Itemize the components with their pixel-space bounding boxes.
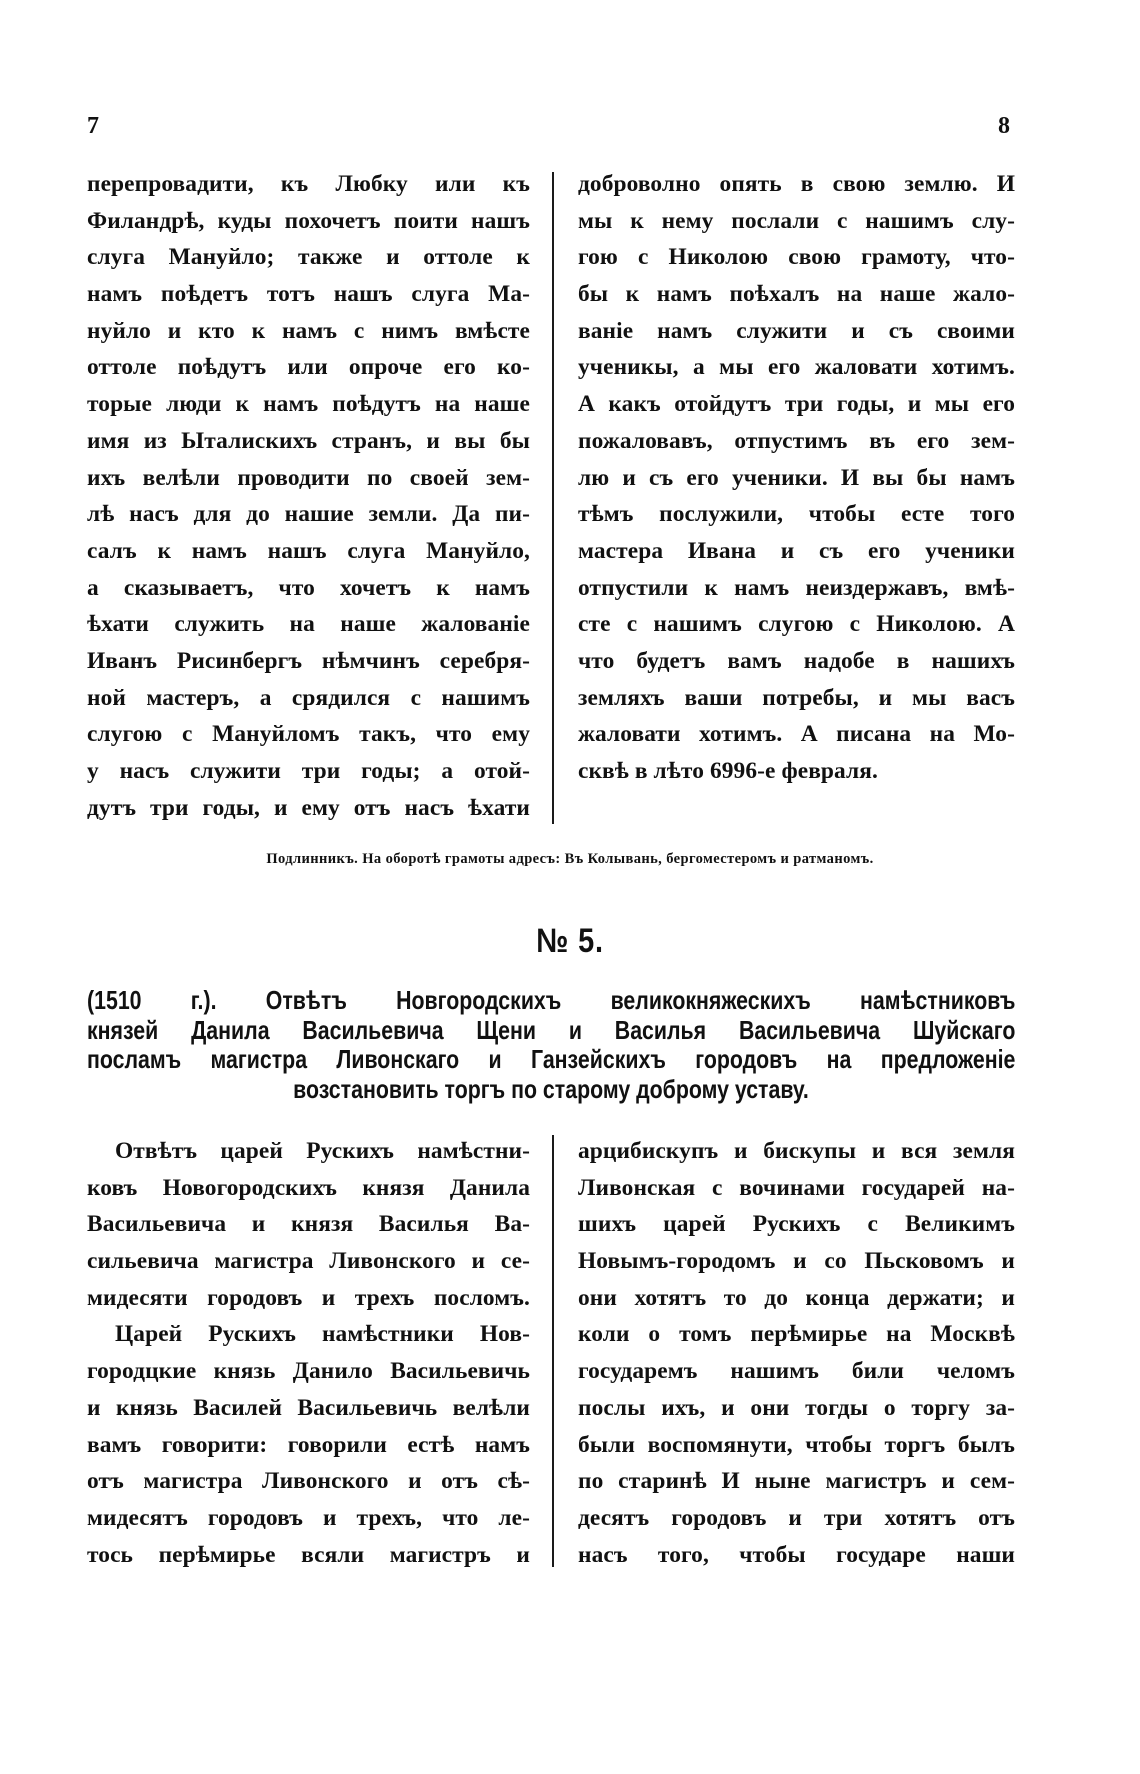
- text-line: городцкие князь Данило Васильевичь: [87, 1358, 530, 1385]
- text-line: лю и съ его ученики. И вы бы намъ: [578, 464, 1015, 491]
- text-line: нуйло и кто к намъ с нимъ вмѣсте: [87, 317, 530, 344]
- text-line: сквѣ в лѣто 6996-е февраля.: [578, 758, 878, 784]
- text-line: мидесяти городовъ и трехъ посломъ.: [87, 1284, 530, 1311]
- text-line: ѣхати служить на наше жалованіе: [87, 611, 530, 638]
- text-line: пожаловавъ, отпустимъ въ его зем-: [578, 427, 1015, 454]
- text-line: Ливонская с вочинами государей на-: [578, 1174, 1015, 1201]
- text-line: и князь Василей Васильевичь велѣли: [87, 1394, 530, 1421]
- text-line: шихъ царей Рускихъ с Великимъ: [578, 1211, 1015, 1238]
- text-line: а сказываетъ, что хочетъ к намъ: [87, 574, 530, 601]
- column-divider-top: [552, 172, 554, 824]
- text-line: жаловати хотимъ. А писана на Мо-: [578, 721, 1015, 748]
- text-line: что будетъ вамъ надобе в нашихъ: [578, 647, 1015, 674]
- text-line: сильевича магистра Ливонского и се-: [87, 1248, 530, 1275]
- title-line: посламъ магистра Ливонскаго и Ганзейскихъ городовъ на предложеніе: [87, 1044, 1016, 1074]
- text-line: Васильевича и князя Василья Ва-: [87, 1211, 530, 1238]
- text-line: арцибискупъ и бискупы и вся земля: [578, 1138, 1015, 1164]
- text-line: насъ того, чтобы государе наши: [578, 1541, 1015, 1568]
- text-line: ной мастеръ, а срядился с нашимъ: [87, 684, 530, 711]
- text-line: мидесятъ городовъ и трехъ, что ле-: [87, 1504, 530, 1531]
- text-line: отъ магистра Ливонского и отъ сѣ-: [87, 1468, 530, 1495]
- text-line: имя из Ыталискихъ странъ, и вы бы: [87, 427, 530, 454]
- text-line: тось перѣмирье всяли магистръ и: [87, 1541, 530, 1568]
- bottom-left-column: [87, 1133, 530, 1573]
- text-line: ихъ велѣли проводити по своей зем-: [87, 464, 530, 491]
- text-line: доброволно опять в свою землю. И: [578, 171, 1015, 197]
- title-line: князей Данила Васильевича Щени и Василья Васильевича Шуйскаго: [87, 1014, 1016, 1045]
- bottom-right-column: [578, 1133, 1015, 1573]
- text-line: мастера Ивана и съ его ученики: [578, 537, 1015, 564]
- text-line: дутъ три годы, и ему отъ насъ ѣхати: [87, 794, 530, 821]
- text-line: ученикы, а мы его жаловати хотимъ.: [578, 354, 1015, 381]
- text-line: коли о томъ перѣмирье на Москвѣ: [578, 1321, 1015, 1348]
- text-line: тѣмъ послужили, чтобы есте того: [578, 501, 1015, 528]
- text-line: сте с нашимъ слугою с Николою. А: [578, 611, 1015, 638]
- column-divider-bottom: [552, 1135, 554, 1567]
- text-line: гою с Николою свою грамоту, что-: [578, 244, 1015, 271]
- text-line: Царей Рускихъ намѣстники Нов-: [115, 1321, 530, 1348]
- document-number-heading: № 5.: [536, 922, 604, 960]
- text-line: земляхъ ваши потребы, и мы васъ: [578, 684, 1015, 711]
- title-line: (1510 г.). Отвѣтъ Новгородскихъ великокняжескихъ намѣстниковъ: [87, 985, 1016, 1015]
- text-line: оттоле поѣдутъ или опроче его ко-: [87, 354, 530, 381]
- text-line: они хотятъ то до конца держати; и: [578, 1284, 1015, 1311]
- page-number-right: 8: [998, 113, 1010, 139]
- text-line: слугою с Мануйломъ такъ, что ему: [87, 721, 530, 748]
- title-line: возстановить торгъ по старому доброму уставу.: [293, 1073, 809, 1104]
- text-line: лѣ насъ для до нашие земли. Да пи-: [87, 501, 530, 528]
- text-line: намъ поѣдетъ тотъ нашъ слуга Ма-: [87, 281, 530, 308]
- text-line: мы к нему послали с нашимъ слу-: [578, 207, 1015, 234]
- text-line: ваніе намъ служити и съ своими: [578, 317, 1015, 344]
- source-note: Подлинникъ. На оборотѣ грамоты адресъ: Въ Колывань, бергоместеромъ и ратманомъ.: [266, 851, 874, 867]
- text-line: по старинѣ И ныне магистръ и сем-: [578, 1468, 1015, 1495]
- text-line: у насъ служити три годы; а отой-: [87, 758, 530, 784]
- text-line: были воспомянути, чтобы торгъ былъ: [578, 1431, 1015, 1458]
- text-line: ковъ Новогородскихъ князя Данила: [87, 1174, 530, 1201]
- text-line: перепровадити, къ Любку или къ: [87, 171, 530, 197]
- text-line: салъ к намъ нашъ слуга Мануйло,: [87, 537, 530, 564]
- text-line: государемъ нашимъ били челомъ: [578, 1358, 1015, 1385]
- text-line: отпустили к намъ неиздержавъ, вмѣ-: [578, 574, 1015, 601]
- text-line: Отвѣтъ царей Рускихъ намѣстни-: [115, 1138, 530, 1164]
- text-line: бы к намъ поѣхалъ на наше жало-: [578, 281, 1015, 308]
- text-line: десятъ городовъ и три хотятъ отъ: [578, 1504, 1015, 1531]
- text-line: торые люди к намъ поѣдутъ на наше: [87, 391, 530, 418]
- top-left-column: [87, 166, 530, 826]
- page-number-left: 7: [87, 113, 99, 139]
- text-line: А какъ отойдутъ три годы, и мы его: [578, 391, 1015, 418]
- text-line: послы ихъ, и они тогды о торгу за-: [578, 1394, 1015, 1421]
- text-line: вамъ говорити: говорили естѣ намъ: [87, 1431, 530, 1458]
- document-title: [87, 986, 1015, 1104]
- text-line: Иванъ Рисинбергъ нѣмчинъ серебря-: [87, 647, 530, 674]
- top-right-column: [578, 166, 1015, 790]
- text-line: Филандрѣ, куды похочетъ поити нашъ: [87, 207, 530, 234]
- text-line: слуга Мануйло; также и оттоле к: [87, 244, 530, 271]
- text-line: Новымъ-городомъ и со Пьсковомъ и: [578, 1248, 1015, 1275]
